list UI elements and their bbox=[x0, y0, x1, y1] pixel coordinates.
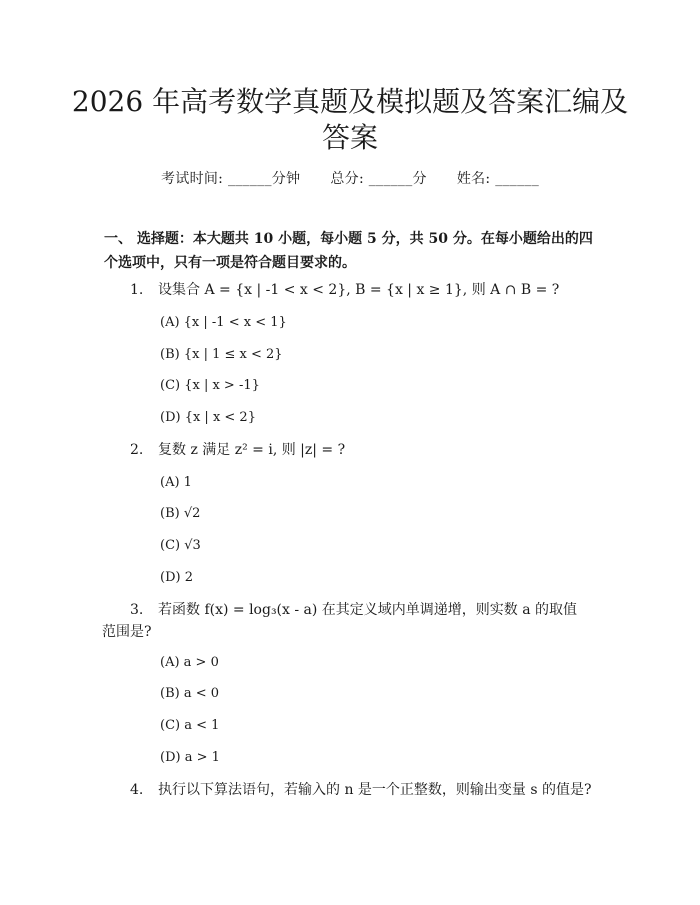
question-text: 复数 z 满足 z² = i, 则 |z| = ? bbox=[158, 442, 346, 458]
exam-time-label: 考试时间: ______分钟 bbox=[160, 171, 301, 187]
question-text: 执行以下算法语句，若输入的 n 是一个正整数，则输出变量 s 的值是? bbox=[158, 782, 592, 798]
option-3d: (D) a > 1 bbox=[160, 750, 220, 765]
question-4 bbox=[130, 778, 600, 802]
question-number: 1. bbox=[130, 282, 144, 298]
question-number: 2. bbox=[130, 442, 144, 458]
question-2 bbox=[130, 438, 600, 462]
section-heading: 一、 选择题：本大题共 10 小题，每小题 5 分，共 50 分。在每小题给出的四个选项中，只有一项是符合题目要求的。 bbox=[104, 231, 593, 271]
question-3-continued: 范围是? bbox=[102, 624, 152, 640]
question-text-line-1: 若函数 f(x) = log₃(x - a) 在其定义域内单调递增，则实数 a 的取值 bbox=[158, 602, 578, 618]
option-3a: (A) a > 0 bbox=[160, 655, 219, 670]
exam-info-line bbox=[0, 168, 700, 188]
option-2d: (D) 2 bbox=[160, 570, 193, 585]
option-2a: (A) 1 bbox=[160, 475, 192, 490]
option-1c: (C) {x | x > -1} bbox=[160, 378, 260, 393]
option-1b: (B) {x | 1 ≤ x < 2} bbox=[160, 347, 283, 362]
question-1 bbox=[130, 278, 600, 302]
option-2b: (B) √2 bbox=[160, 506, 201, 521]
question-number: 4. bbox=[130, 782, 144, 798]
total-score-label: 总分: ______分 bbox=[330, 171, 427, 187]
question-text: 设集合 A = {x | -1 < x < 2}, B = {x | x ≥ 1}, 则 A ∩ B = ? bbox=[158, 282, 560, 298]
question-3 bbox=[130, 598, 600, 622]
question-number: 3. bbox=[130, 602, 144, 618]
option-1d: (D) {x | x < 2} bbox=[160, 410, 256, 425]
option-3c: (C) a < 1 bbox=[160, 718, 220, 733]
option-1a: (A) {x | -1 < x < 1} bbox=[160, 315, 287, 330]
page-title-line-1: 2026 年高考数学真题及模拟题及答案汇编及 bbox=[71, 85, 629, 118]
name-label: 姓名: ______ bbox=[456, 171, 539, 187]
option-2c: (C) √3 bbox=[160, 538, 201, 553]
option-3b: (B) a < 0 bbox=[160, 686, 220, 701]
page-title-line-2: 答案 bbox=[321, 121, 378, 154]
